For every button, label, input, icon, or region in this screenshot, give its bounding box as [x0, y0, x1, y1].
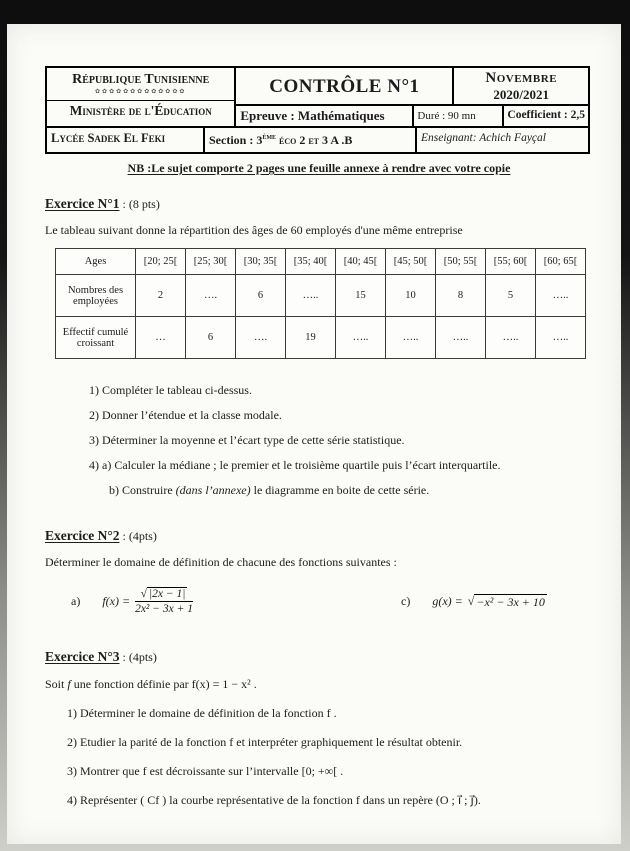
exam-title: CONTRÔLE N°1 [236, 68, 454, 104]
table-cell: …. [186, 275, 236, 317]
section-class-text: éco 2 et 3 A .B [276, 133, 353, 147]
exercise1-questions [89, 383, 593, 498]
header-row-1 [236, 68, 588, 106]
table-cell: 6 [186, 317, 236, 359]
section-superscript: ème [262, 132, 276, 141]
radical-sign: √ [140, 588, 147, 600]
fraction-denominator: 2x² − 3x + 1 [135, 603, 194, 615]
formula-c [401, 594, 547, 610]
exercise3-intro-pre: Soit [45, 677, 68, 691]
exercise3-intro-post: une fonction définie par f(x) = 1 − x² . [70, 677, 257, 691]
table-row-effectifs [56, 275, 586, 317]
section-cell [205, 128, 417, 152]
table-cell: 10 [386, 275, 436, 317]
ministry-title: Ministère de l'Éducation [47, 100, 234, 126]
ages-row-header: Ages [56, 249, 136, 275]
table-cell: … [136, 317, 186, 359]
table-cell: …. [236, 317, 286, 359]
table-cell: ….. [486, 317, 536, 359]
exam-year: 2020/2021 [493, 87, 549, 102]
header-top-section [47, 68, 588, 126]
formula-a-lhs: f(x) = [102, 594, 131, 608]
table-cell: ….. [536, 317, 586, 359]
exercise2-heading [45, 528, 593, 544]
header-right-columns [236, 68, 588, 126]
exam-date-cell [454, 68, 588, 104]
table-cell: 6 [236, 275, 286, 317]
question-4a: 4) a) Calculer la médiane ; le premier et le troisième quartile puis l’écart interquartile. [89, 458, 501, 472]
table-cell: [20; 25[ [136, 249, 186, 275]
table-cell: 8 [436, 275, 486, 317]
teacher-cell: Enseignant: Achich Fayçal [421, 132, 546, 144]
school-cell: Lycée Sadek El Feki [47, 128, 205, 152]
subject-cell: Epreuve : Mathématiques [236, 106, 414, 126]
question-1: 1) Déterminer le domaine de définition de la fonction f . [67, 706, 337, 720]
question-3: 3) Montrer que f est décroissante sur l’intervalle [0; +∞[ . [67, 764, 344, 778]
table-cell: 5 [486, 275, 536, 317]
formula-a [71, 588, 401, 615]
exercise1-heading [45, 196, 593, 212]
exercise3-heading [45, 649, 593, 665]
table-cell: [40; 45[ [336, 249, 386, 275]
table-cell: [55; 60[ [486, 249, 536, 275]
question-4: 4) Représenter ( Cf ) la courbe représentative de la fonction f dans un repère (O ; i⃗ ; j⃗). [67, 793, 481, 807]
radicand-c: −x² − 3x + 10 [476, 594, 545, 609]
question-2: 2) Etudier la parité de la fonction f et interpréter graphiquement le résultat obtenir. [67, 735, 463, 749]
question-4b-end: le diagramme en boite de cette série. [250, 483, 430, 497]
table-cell: [25; 30[ [186, 249, 236, 275]
republic-title: République Tunisienne [72, 72, 210, 87]
function-symbol: f [67, 677, 71, 691]
table-cell: 15 [336, 275, 386, 317]
exam-header [45, 66, 590, 154]
formula-c-lhs: g(x) = [432, 594, 463, 608]
cumul-row-header: Effectif cumulé croissant [56, 317, 136, 359]
table-row-cumul [56, 317, 586, 359]
question-1: 1) Compléter le tableau ci-dessus. [89, 383, 252, 397]
table-cell: [35; 40[ [286, 249, 336, 275]
effectifs-row-header: Nombres des employées [56, 275, 136, 317]
question-4b-annexe: (dans l’annexe) [175, 483, 251, 497]
coefficient-cell: Coefficient : 2,5 [507, 109, 585, 121]
exercise3-intro [45, 677, 593, 692]
nb-note: NB :Le sujet comporte 2 pages une feuille annexe à rendre avec votre copie [127, 161, 511, 175]
table-cell: ….. [286, 275, 336, 317]
table-cell: ….. [336, 317, 386, 359]
table-cell: ….. [386, 317, 436, 359]
table-row-ages [56, 249, 586, 275]
exercise1-points: : (8 pts) [119, 197, 160, 211]
table-cell: [50; 55[ [436, 249, 486, 275]
fraction [135, 588, 193, 615]
formula-a-label: a) [71, 594, 81, 608]
header-left-column [47, 68, 236, 126]
exercise3-questions [67, 706, 593, 808]
exam-month: Novembre [485, 70, 558, 86]
table-cell: [30; 35[ [236, 249, 286, 275]
header-row-3 [47, 126, 588, 152]
exercise2-formulas [71, 588, 593, 615]
formula-c-label: c) [401, 594, 411, 608]
table-cell: 19 [286, 317, 336, 359]
table-cell: [60; 65[ [536, 249, 586, 275]
duration-cell: Duré : 90 mn [414, 106, 504, 126]
table-cell: 2 [136, 275, 186, 317]
radical-sign: √ [467, 594, 475, 608]
exercise1-intro: Le tableau suivant donne la répartition des âges de 60 employés d'une même entreprise [45, 223, 463, 237]
header-row-2 [236, 106, 588, 126]
ages-table [55, 248, 586, 359]
question-3: 3) Déterminer la moyenne et l’écart type de cette série statistique. [89, 433, 405, 447]
exercise3-points: : (4pts) [119, 650, 157, 664]
section-text: Section : 3 [209, 133, 263, 147]
table-cell: ….. [536, 275, 586, 317]
table-cell: [45; 50[ [386, 249, 436, 275]
table-cell: ….. [436, 317, 486, 359]
exercise2-title: Exercice N°2 [45, 528, 120, 543]
question-4b [109, 483, 593, 498]
fraction-numerator [135, 588, 193, 602]
question-2: 2) Donner l’étendue et la classe modale. [89, 408, 282, 422]
exercise1-title: Exercice N°1 [45, 196, 120, 211]
exercise2-points: : (4pts) [119, 529, 157, 543]
radicand-a: |2x − 1| [148, 588, 186, 600]
exercise2-intro: Déterminer le domaine de définition de chacune des fonctions suivantes : [45, 555, 397, 569]
exam-paper [7, 24, 621, 844]
question-4b-text: b) Construire [109, 483, 176, 497]
exercise3-title: Exercice N°3 [45, 649, 120, 664]
ornament-row: ✿✿✿✿✿✿✿✿✿✿✿✿✿ [95, 89, 187, 95]
